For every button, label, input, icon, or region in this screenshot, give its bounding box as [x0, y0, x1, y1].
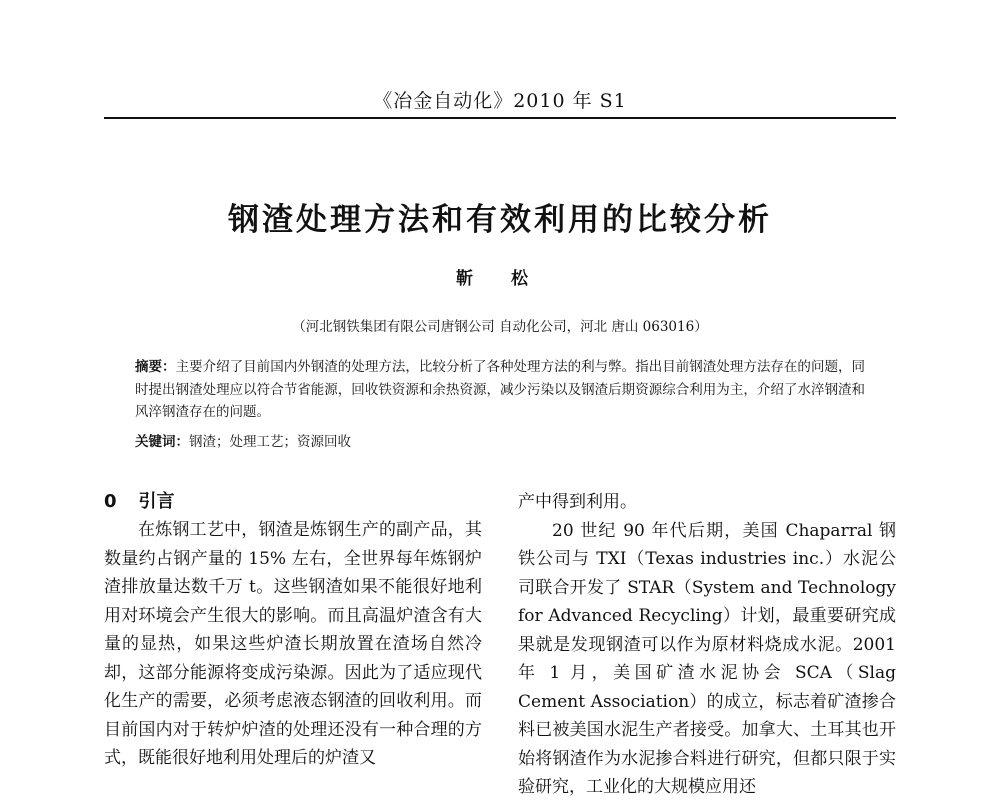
left-column: [104, 488, 482, 773]
article-title: 钢渣处理方法和有效利用的比较分析: [228, 202, 772, 238]
right-column: [518, 488, 896, 802]
section-title: 引言: [138, 491, 175, 512]
header-rule: [104, 117, 896, 119]
affiliation: （河北钢铁集团有限公司唐钢公司 自动化公司，河北 唐山 063016）: [292, 319, 708, 335]
keywords: [135, 431, 865, 453]
section-number: 0: [104, 491, 117, 512]
continuation-text: 产中得到利用。: [518, 492, 637, 512]
journal-header: 《冶金自动化》2010 年 S1: [373, 90, 627, 112]
abstract-text: 主要介绍了目前国内外钢渣的处理方法，比较分析了各种处理方法的利与弊。指出目前钢渣处理方法存在的问题，同时提出钢渣处理应以符合节省能源，回收铁资源和余热资源，减少污染以及钢渣后期资源综合利用为主，介绍了水淬钢渣和风淬钢渣存在的问题。: [135, 359, 866, 420]
author: 靳 松: [456, 269, 544, 289]
history-paragraph: 20 世纪 90 年代后期，美国 Chaparral 钢铁公司与 TXI（Texas industries inc.）水泥公司联合开发了 STAR（System and Technology for Advanced Recycling）计划，最重要研究成果就是发现钢渣可以作为原材料烧成水泥。2001 年 1 月，美国矿渣水泥协会 SCA（Slag Cement Association）的成立，标志着矿渣掺合料已被美国水泥生产者接受。加拿大、土耳其也开始将钢渣作为水泥掺合料进行研究，但都只限于实验研究，工业化的大规模应用还: [518, 520, 896, 797]
section-heading: [104, 488, 482, 516]
intro-paragraph: 在炼钢工艺中，钢渣是炼钢生产的副产品，其数量约占钢产量的 15% 左右，全世界每年炼钢炉渣排放量达数千万 t。这些钢渣如果不能很好地利用对环境会产生很大的影响。而且高温炉渣含有大量的显热，如果这些炉渣长期放置在渣场自然冷却，这部分能源将变成污染源。因此为了适应现代化生产的需要，必须考虑液态钢渣的回收利用。而目前国内对于转炉炉渣的处理还没有一种合理的方式，既能很好地利用处理后的炉渣又: [104, 520, 482, 768]
abstract: [135, 356, 865, 424]
keywords-text: 钢渣；处理工艺；资源回收: [189, 434, 351, 450]
abstract-label: 摘要：: [135, 359, 176, 375]
keywords-label: 关键词：: [135, 434, 189, 450]
